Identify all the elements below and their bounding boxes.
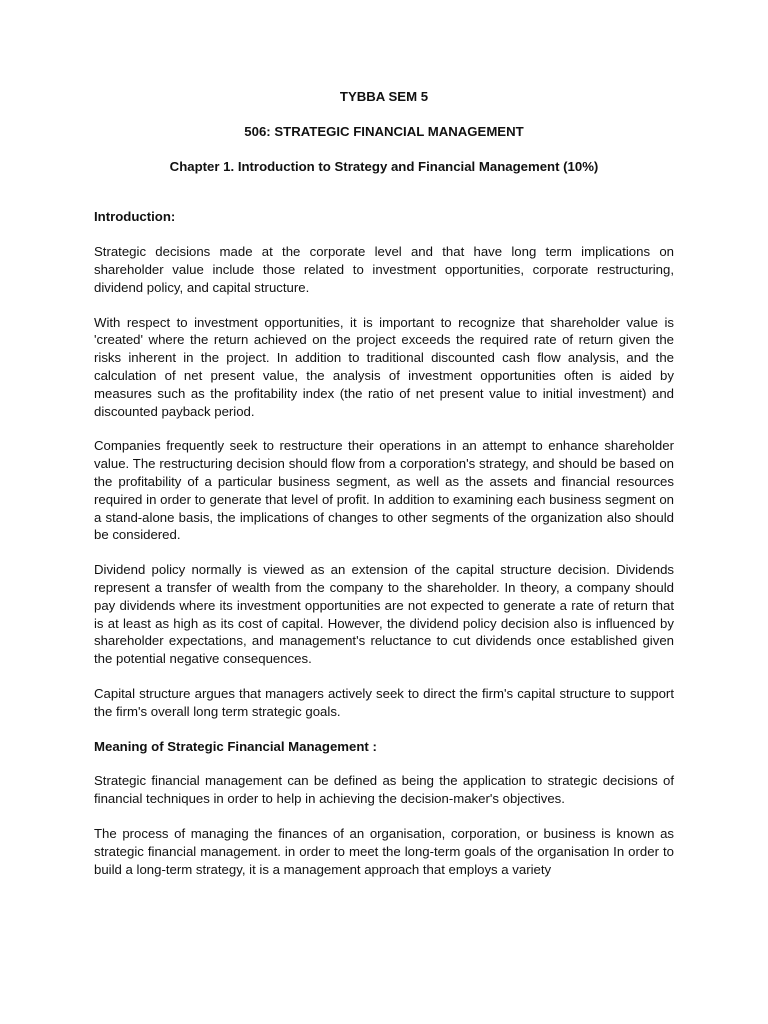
paragraph: With respect to investment opportunities, it is important to recognize that shareholder value is 'created' where the return achieved on the project exceeds the required rate of return given the risks inherent in the project. In addition to traditional discounted cash flow analysis, and the calculation of net present value, the analysis of investment opportunities often is aided by measures such as the profitability index (the ratio of net present value to initial investment) and discounted payback period. bbox=[94, 314, 674, 419]
subject-title: 506: STRATEGIC FINANCIAL MANAGEMENT bbox=[244, 123, 524, 139]
course-title: TYBBA SEM 5 bbox=[339, 89, 429, 104]
paragraph: Companies frequently seek to restructure their operations in an attempt to enhance shareholder value. The restructuring decision should flow from a corporation's strategy, and should be based on the profitability of a particular business segment, as well as the assets and financial resources required in order to generate that level of profit. In addition to examining each business segment on a stand-alone basis, the implications of changes to other segments of the organization also should be considered. bbox=[94, 438, 674, 543]
paragraph: Strategic financial management can be defined as being the application to strategic decisions of financial techniques in order to help in achieving the decision-maker's objectives. bbox=[94, 773, 674, 807]
document-page bbox=[94, 88, 674, 895]
section-heading-meaning: Meaning of Strategic Financial Management : bbox=[94, 738, 377, 754]
paragraph: Capital structure argues that managers actively seek to direct the firm's capital structure to support the firm's overall long term strategic goals. bbox=[94, 685, 674, 719]
paragraph: The process of managing the finances of an organisation, corporation, or business is known as strategic financial management. in order to meet the long-term goals of the organisation In order to build a long-term strategy, it is a management approach that employs a variety bbox=[94, 825, 674, 877]
paragraph: Dividend policy normally is viewed as an extension of the capital structure decision. Dividends represent a transfer of wealth from the company to the shareholder. In theory, a company should pay dividends where its investment opportunities are not expected to generate a rate of return that is at least as high as its cost of capital. However, the dividend policy decision also is influenced by shareholder expectations, and management's reluctance to cut dividends once established given the potential negative consequences. bbox=[94, 562, 674, 667]
chapter-title: Chapter 1. Introduction to Strategy and Financial Management (10%) bbox=[169, 158, 599, 174]
paragraph: Strategic decisions made at the corporate level and that have long term implications on shareholder value include those related to investment opportunities, corporate restructuring, dividend policy, and capital structure. bbox=[94, 244, 674, 295]
section-heading-introduction: Introduction: bbox=[94, 209, 176, 225]
